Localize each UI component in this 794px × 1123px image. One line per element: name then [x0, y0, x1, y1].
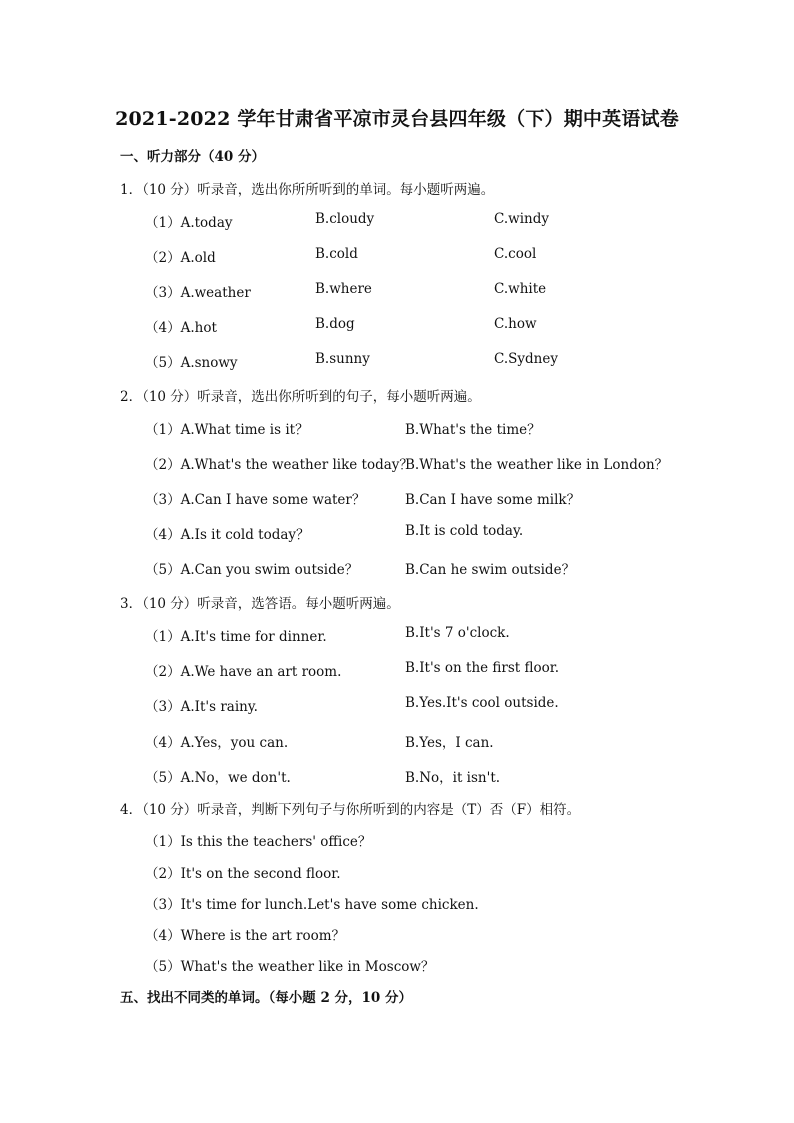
q4-statement-1: （1）Is this the teachers' office？ — [145, 834, 372, 850]
q1-4-option-b: B.dog — [315, 316, 355, 332]
question-1-heading: 1．（10 分）听录音，选出你所所听到的单词。每小题听两遍。 — [120, 182, 495, 198]
q4-statement-2: （2）It's on the second floor. — [145, 866, 341, 882]
q2-4-option-b: B.It is cold today. — [405, 523, 524, 539]
q1-2-option-b: B.cold — [315, 246, 358, 262]
q1-2-option-a: （2）A.old — [145, 250, 216, 266]
q3-3-option-b: B.Yes.It's cool outside. — [405, 695, 559, 711]
q3-4-option-a: （4）A.Yes，you can. — [145, 735, 289, 751]
q2-2-option-a: （2）A.What's the weather like today？ — [145, 457, 413, 473]
q4-statement-4: （4）Where is the art room？ — [145, 928, 346, 944]
q1-1-option-b: B.cloudy — [315, 211, 375, 227]
q3-5-option-b: B.No，it isn't. — [405, 770, 501, 786]
q2-5-option-b: B.Can he swim outside？ — [405, 562, 576, 578]
question-2-heading: 2．（10 分）听录音，选出你所听到的句子，每小题听两遍。 — [120, 389, 481, 405]
q3-2-option-b: B.It's on the first floor. — [405, 660, 560, 676]
q1-1-option-a: （1）A.today — [145, 215, 233, 231]
q3-1-option-b: B.It's 7 o'clock. — [405, 625, 510, 641]
section-listening-heading: 一、听力部分（40 分） — [120, 149, 265, 165]
q4-statement-5: （5）What's the weather like in Moscow？ — [145, 959, 435, 975]
exam-title: 2021-2022 学年甘肃省平凉市灵台县四年级（下）期中英语试卷 — [115, 108, 679, 130]
q1-5-option-a: （5）A.snowy — [145, 355, 238, 371]
q2-2-option-b: B.What's the weather like in London？ — [405, 457, 669, 473]
q3-1-option-a: （1）A.It's time for dinner. — [145, 629, 327, 645]
q1-5-option-c: C.Sydney — [494, 351, 558, 367]
q1-3-option-a: （3）A.weather — [145, 285, 251, 301]
q1-3-option-b: B.where — [315, 281, 372, 297]
section-5-heading: 五、找出不同类的单词。（每小题 2 分，10 分） — [120, 990, 413, 1006]
q3-4-option-b: B.Yes，I can. — [405, 735, 494, 751]
q2-4-option-a: （4）A.Is it cold today？ — [145, 527, 310, 543]
question-4-heading: 4．（10 分）听录音，判断下列句子与你所听到的内容是（T）否（F）相符。 — [120, 802, 581, 818]
q2-1-option-a: （1）A.What time is it？ — [145, 422, 309, 438]
q1-3-option-c: C.white — [494, 281, 547, 297]
q3-2-option-a: （2）A.We have an art room. — [145, 664, 342, 680]
q1-5-option-b: B.sunny — [315, 351, 370, 367]
q1-1-option-c: C.windy — [494, 211, 549, 227]
q4-statement-3: （3）It's time for lunch.Let's have some chicken. — [145, 897, 479, 913]
q2-3-option-b: B.Can I have some milk？ — [405, 492, 581, 508]
q1-4-option-c: C.how — [494, 316, 537, 332]
question-3-heading: 3．（10 分）听录音，选答语。每小题听两遍。 — [120, 596, 400, 612]
q1-2-option-c: C.cool — [494, 246, 537, 262]
q2-1-option-b: B.What's the time？ — [405, 422, 541, 438]
q1-4-option-a: （4）A.hot — [145, 320, 217, 336]
q3-5-option-a: （5）A.No，we don't. — [145, 770, 291, 786]
q2-5-option-a: （5）A.Can you swim outside？ — [145, 562, 359, 578]
q2-3-option-a: （3）A.Can I have some water？ — [145, 492, 366, 508]
q3-3-option-a: （3）A.It's rainy. — [145, 699, 258, 715]
